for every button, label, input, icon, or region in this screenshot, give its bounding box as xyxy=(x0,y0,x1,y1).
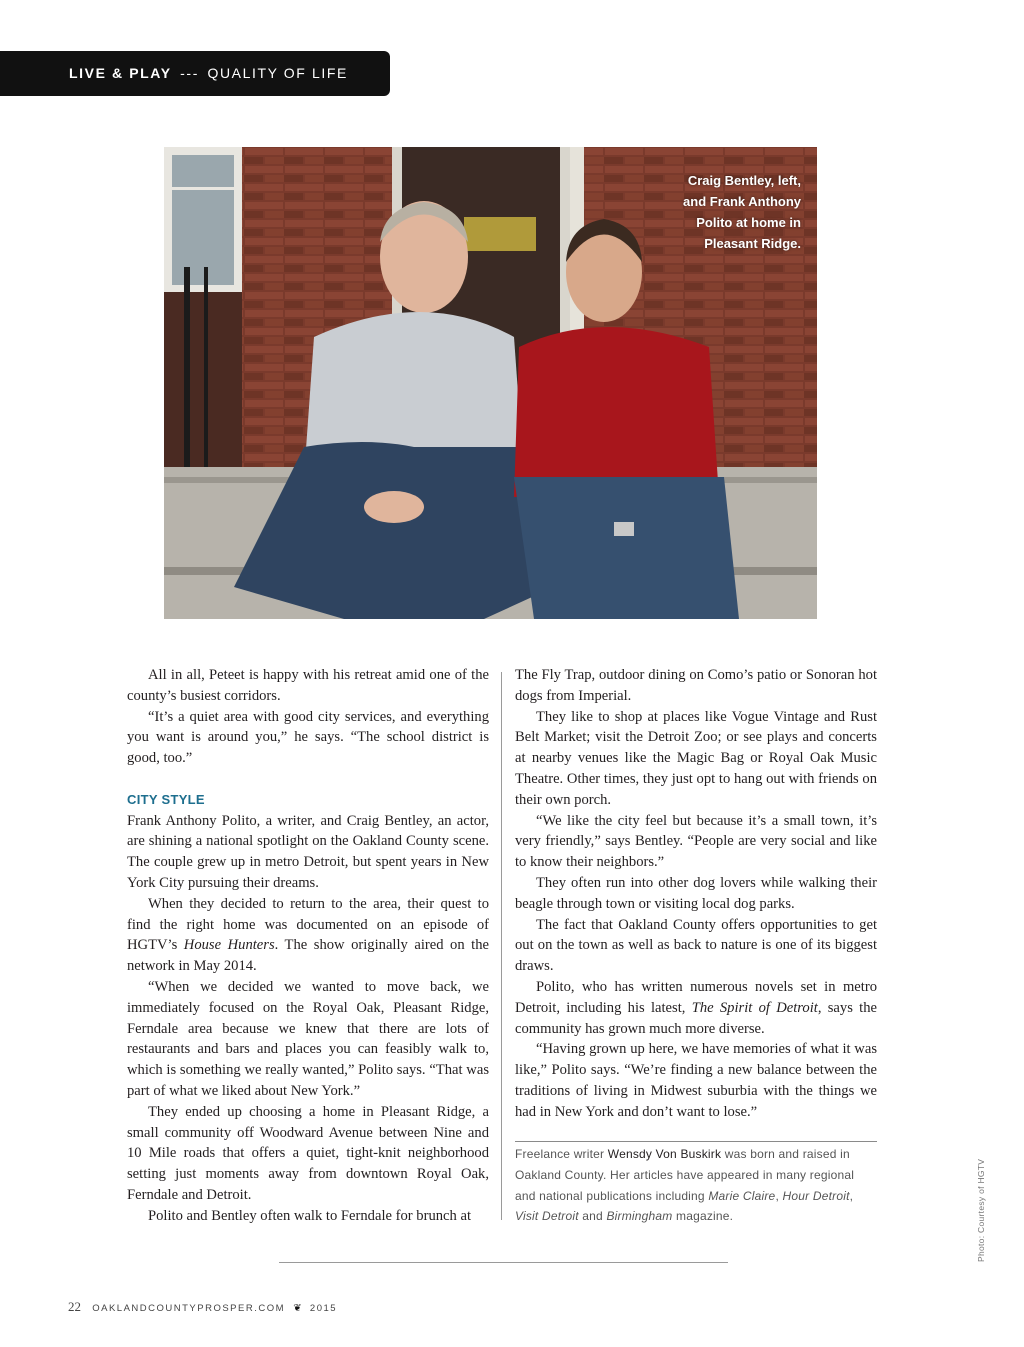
publication: Visit Detroit xyxy=(515,1209,579,1224)
bio-text: , xyxy=(849,1188,854,1203)
paragraph: Polito and Bentley often walk to Ferndale for brunch at xyxy=(148,1207,472,1224)
paragraph: They like to shop at places like Vogue Vintage and Rust Belt Market; visit the Detroit Zoo; or see plays and concerts at nearby venues like the Magic Bag or Royal Oak Music Theatre. Other times, they just opt to hang out with friends on their own porch. xyxy=(515,708,877,808)
paragraph: The Fly Trap, outdoor dining on Como’s patio or Sonoran hot dogs from Imperial. xyxy=(515,667,877,704)
photo-caption xyxy=(601,170,801,254)
photo-credit: Photo: Courtesy of HGTV xyxy=(976,1158,986,1262)
show-title: House Hunters xyxy=(183,937,275,954)
text-run: Polito, who has written numerous novels set in metro Detroit, including his latest, xyxy=(515,978,877,1016)
caption-line: and Frank Anthony xyxy=(683,194,801,209)
bio-text: magazine. xyxy=(672,1209,734,1224)
column-divider xyxy=(501,672,502,1220)
publication: Birmingham xyxy=(606,1209,673,1224)
publication: Marie Claire xyxy=(708,1188,776,1203)
bio-text: Freelance writer xyxy=(515,1147,608,1161)
text-run: When they decided to return to the area, their quest to find the right home was documented on an episode of HGTV’s xyxy=(127,895,489,954)
section-name: LIVE & PLAY xyxy=(69,65,172,81)
bio-text: and xyxy=(578,1209,607,1224)
paragraph: “We like the city feel but because it’s a small town, it’s very friendly,” says Bentley. “People are very social and like to know their neighbors.” xyxy=(515,812,877,871)
section-heading: CITY STYLE xyxy=(127,791,205,807)
paragraph xyxy=(515,977,877,1039)
article-column-right xyxy=(515,665,877,1123)
paragraph xyxy=(127,894,489,977)
publication: Hour Detroit xyxy=(782,1188,850,1203)
caption-line: Pleasant Ridge. xyxy=(704,236,801,251)
bio-text: was born and raised in Oakland County. Her articles have appeared in many regional and national publications including xyxy=(515,1147,855,1203)
paragraph: They ended up choosing a home in Pleasant Ridge, a small community off Woodward Avenue between Nine and 10 Mile roads that offers a quiet, tight-knit neighborhood setting just moments away from downtown Royal Oak, Ferndale and Detroit. xyxy=(127,1103,489,1203)
paragraph: “It’s a quiet area with good city services, and everything you want is around you,” he says. “The school district is good, too.” xyxy=(127,708,489,767)
text-run: , says the community has grown much more diverse. xyxy=(515,999,877,1037)
page-number: 22 xyxy=(68,1299,81,1314)
page-footer xyxy=(68,1299,337,1315)
caption-line: Polito at home in xyxy=(696,215,801,230)
article-column-left xyxy=(127,665,489,1227)
oakland-leaf-icon: ❦ xyxy=(293,1303,302,1314)
paragraph: The fact that Oakland County offers opportunities to get out on the town as well as back to nature is one of its biggest draws. xyxy=(515,916,877,975)
feature-photo xyxy=(164,147,817,619)
paragraph: Frank Anthony Polito, a writer, and Craig Bentley, an actor, are shining a national spotlight on the Oakland County scene. The couple grew up in metro Detroit, but spent years in New York City pursuing their dreams. xyxy=(127,812,489,891)
bio-text: , xyxy=(775,1188,783,1203)
issue-year: 2015 xyxy=(309,1303,338,1314)
paragraph: “Having grown up here, we have memories of what it was like,” Polito says. “We’re finding a new balance between the traditions of living in Midwest suburbia with the things we had in New York and don’t want to lose.” xyxy=(515,1041,877,1120)
paragraph: They often run into other dog lovers while walking their beagle through town or visiting local dog parks. xyxy=(515,874,877,912)
author-bio xyxy=(515,1144,877,1227)
bio-divider xyxy=(515,1141,877,1142)
section-separator: --- xyxy=(180,65,199,81)
section-header-bar xyxy=(0,51,390,96)
subsection-name: QUALITY OF LIFE xyxy=(207,65,348,81)
paragraph: “When we decided we wanted to move back, we immediately focused on the Royal Oak, Pleasant Ridge, Ferndale area because we knew that there are lots of restaurants and bars and places you can feasibly walk to, which is something we really wanted,” Polito says. “That was part of what we liked about New York.” xyxy=(127,978,489,1099)
author-name: Wensdy Von Buskirk xyxy=(607,1147,722,1161)
paragraph: All in all, Peteet is happy with his retreat amid one of the county’s busiest corridors. xyxy=(127,667,489,704)
book-title: The Spirit of Detroit xyxy=(691,999,818,1016)
text-run: . The show originally aired on the network in May 2014. xyxy=(127,937,489,975)
website-link[interactable]: OAKLANDCOUNTYPROSPER.COM xyxy=(92,1303,286,1314)
caption-line: Craig Bentley, left, xyxy=(687,173,801,188)
footer-divider xyxy=(279,1262,728,1263)
